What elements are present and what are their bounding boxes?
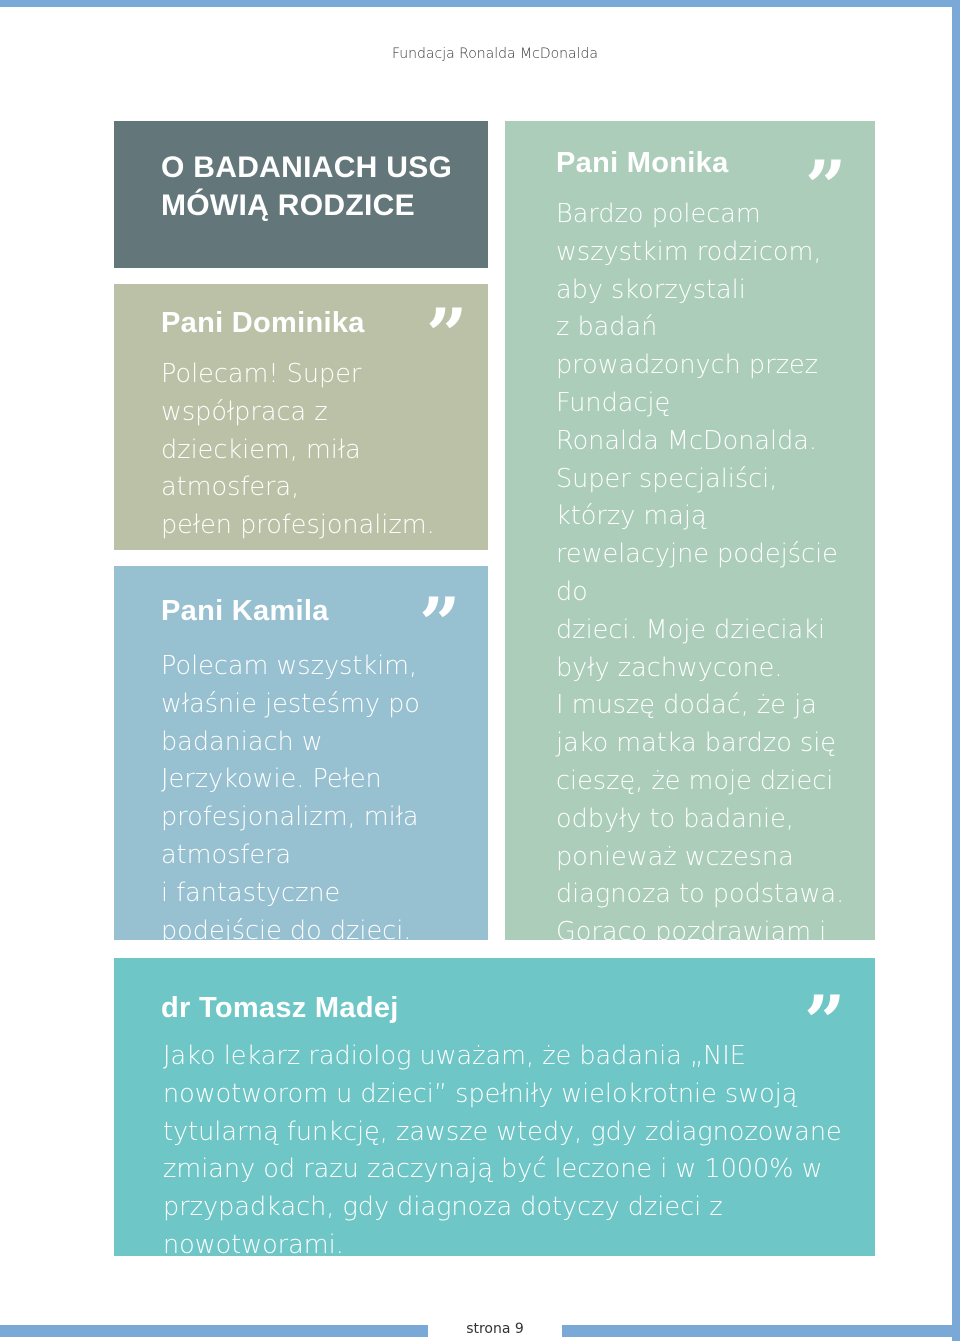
page-number: strona 9: [466, 1321, 524, 1337]
testimonial-text: Jako lekarz radiolog uważam, że badania „NIE nowotworom u dzieci” spełniły wielokrotnie swoją tytularną funkcję, zawsze wtedy, gdy zdiagnozowane zmiany od razu zaczynają być leczone i w 1000% w przypadkach, gdy diagnoza dotyczy dzieci z nowotworami.: [163, 1041, 842, 1260]
quote-mark-icon: ”: [804, 979, 846, 1064]
testimonial-text: Bardzo polecam wszystkim rodzicom, aby skorzystali z badań prowadzonych przez Fundację Ronalda McDonalda. Super specjaliści, którzy mają rewelacyjne podejście do dzieci. Moje dzieciaki były zachwycone. I muszę dodać, że ja jako matka bardzo się cieszę, że moje dzieci odbyły to badanie, ponieważ wczesna diagnoza to podstawa. Gorąco pozdrawiam i: [556, 199, 845, 948]
testimonial-name: Pani Kamila: [161, 595, 329, 627]
testimonial-dominika: [114, 284, 488, 550]
testimonial-name: Pani Monika: [556, 147, 729, 179]
page-frame-bottom-left: [0, 1325, 428, 1337]
testimonial-name: dr Tomasz Madej: [161, 992, 399, 1024]
page-frame-right: [952, 0, 960, 1341]
quote-mark-icon: ”: [805, 144, 847, 229]
testimonial-tomasz: [114, 958, 875, 1260]
page-frame-top: [0, 0, 958, 7]
page-frame-bottom-right: [562, 1325, 960, 1337]
running-header: Fundacja Ronalda McDonalda: [392, 46, 598, 62]
quote-mark-icon: ”: [419, 581, 461, 666]
testimonial-kamila: [114, 566, 488, 946]
section-title-box: [114, 121, 488, 268]
testimonial-name: Pani Dominika: [161, 307, 365, 339]
testimonial-monika: [505, 121, 875, 948]
quote-mark-icon: ”: [426, 292, 468, 377]
testimonial-text: Polecam! Super współpraca z dzieckiem, miła atmosfera, pełen profesjonalizm.: [161, 359, 435, 541]
testimonial-text: Polecam wszystkim, właśnie jesteśmy po badaniach w Jerzykowie. Pełen profesjonalizm, miła atmosfera i fantastyczne podejście do dzieci.: [161, 651, 420, 946]
section-title: O BADANIACH USG MÓWIĄ RODZICE: [161, 151, 453, 222]
